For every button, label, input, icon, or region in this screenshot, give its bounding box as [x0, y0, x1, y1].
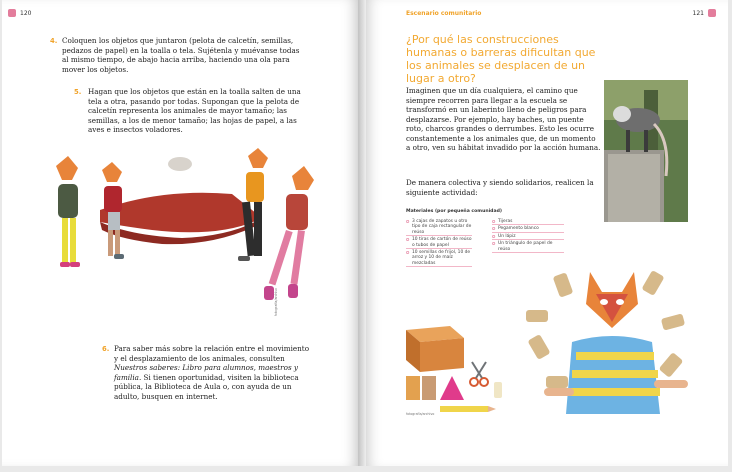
pencil-tip: [488, 406, 496, 412]
cardboard-tube-icon: [526, 310, 548, 322]
item-4-text: Coloquen los objetos que juntaron (pelota de calcetín, semillas, pedazos de papel) en la toalla o tela. Sujétenla y muévanse todas al mismo tiempo, de abajo hacia arriba, haciendo una ola para mover los objetos.: [62, 36, 300, 74]
pencil-icon: [440, 406, 488, 412]
page-number-left: [8, 9, 31, 17]
child-figure: [56, 156, 80, 267]
child-figure: [238, 148, 268, 261]
section-title: Escenario comunitario: [406, 10, 482, 17]
item-6-text-part-1: Para saber más sobre la relación entre el movimiento y el desplazamiento de los animales, consulten: [114, 344, 310, 363]
materials-title: Materiales (por pequeña comunidad): [406, 209, 502, 214]
material-item: ✪ Tijeras: [492, 219, 564, 225]
page-number-text: 120: [20, 9, 32, 17]
right-page: [366, 0, 728, 466]
materials-and-child-illustration: [406, 264, 706, 424]
material-item: ✪ Pegamento blanco: [492, 226, 564, 232]
material-item: ✪ 10 tiras de cartón de reúso o tubos de papel: [406, 237, 472, 249]
item-4-number: 4.: [50, 37, 58, 45]
item-6-text: [114, 344, 314, 401]
page-number-marker: [8, 9, 16, 17]
cardboard-tube-icon: [661, 313, 685, 330]
paragraph-2: De manera colectiva y siendo solidarios, realicen la siguiente actividad:: [406, 178, 594, 197]
seeds-icon: [422, 376, 436, 400]
page-number-right: [693, 9, 716, 17]
item-5-number: 5.: [74, 88, 82, 96]
item-6-book-title: Nuestros saberes: Libro para alumnos, maestros y familia: [114, 363, 298, 382]
glue-icon: [494, 382, 502, 398]
material-item: ✪ Un lápiz: [492, 234, 564, 240]
cardboard-tube-icon: [553, 272, 574, 297]
material-item: ✪ 3 cajas de zapatos u otro tipo de caja rectangular de reúso: [406, 219, 472, 236]
materials-list-right: [492, 219, 564, 254]
shoe-box-icon: [406, 326, 464, 372]
paper-triangle-icon: [440, 376, 464, 400]
cardboard-tube-icon: [641, 270, 664, 296]
child-figure: [102, 162, 124, 259]
illustration-caption: fotografía/archivo: [274, 287, 279, 317]
left-page: [2, 0, 358, 466]
materials-list-left: [406, 219, 472, 268]
item-6-text-part-2: . Si tienen oportunidad, visiten la biblioteca pública, la Biblioteca de Aula o, con ayuda de un adulto, busquen en internet.: [114, 372, 299, 401]
cardboard-tube-icon: [527, 334, 550, 360]
child-figure: [264, 166, 314, 300]
opossum-photo: [604, 80, 688, 222]
cardboard-tube-icon: [659, 352, 684, 378]
cardboard-tube-icon: [546, 376, 568, 388]
material-item: ✪ Un triángulo de papel de reúso: [492, 241, 564, 253]
sock-ball-icon: [168, 157, 192, 171]
seeds-icon: [406, 376, 420, 400]
item-5-text: Hagan que los objetos que están en la toalla salten de una tela a otra, pasando por todas. Supongan que la pelota de calcetín representa los animales de mayor tamaño; las semillas, a los de menor tamaño; las hojas de papel, a las aves e insectos voladores.: [88, 87, 301, 134]
page-number-text: 121: [692, 9, 704, 17]
children-with-cloth-illustration: [42, 146, 332, 328]
paragraph-1: Imaginen que un día cualquiera, el camino que siempre recorren para llegar a la escuela se transformó en un laberinto lleno de peligros para desplazarse. Por ejemplo, hay baches, un puente roto, charcos grandes o derrumbes. Esto les ocurre constantemente a los animales que, de un momento a otro, ven su hábitat invadido por la acción humana.: [406, 86, 601, 152]
scissors-icon: [470, 362, 488, 386]
illustration-caption: fotografía/archivo: [406, 412, 435, 416]
question-heading: ¿Por qué las construcciones humanas o barreras dificultan que los animales se desplacen de un lugar a otro?: [406, 33, 596, 85]
item-6-number: 6.: [102, 345, 110, 353]
material-item: ✪ 10 semillas de frijol, 10 de arroz y 10 de maíz mezcladas: [406, 250, 472, 267]
page-number-marker: [708, 9, 716, 17]
